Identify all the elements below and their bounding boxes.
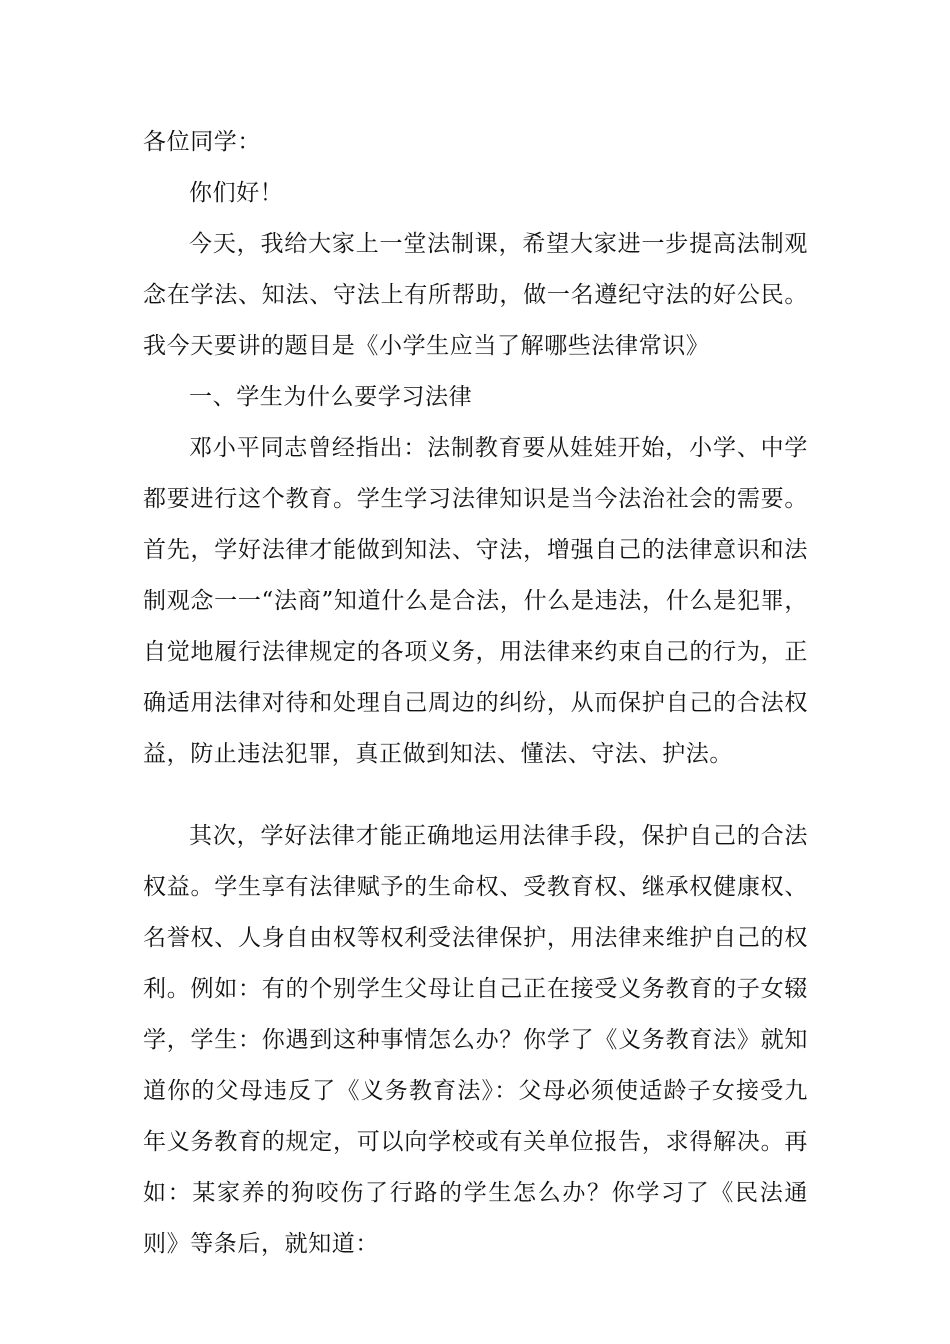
body-paragraph: 其次，学好法律才能正确地运用法律手段，保护自己的合法权益。学生享有法律赋予的生命权、受教育权、继承权健康权、名誉权、人身自由权等权利受法律保护，用法律来维护自己的权利。例如：有的个别学生父母让自己正在接受义务教育的子女辍学，学生：你遇到这种事情怎么办？你学了《义务教育法》就知道你的父母违反了《义务教育法》：父母必须使适龄子女接受九年义务教育的规定，可以向学校或有关单位报告，求得解决。再如：某家养的狗咬伤了行路的学生怎么办？你学习了《民法通则》等条后，就知道： xyxy=(143,823,808,1257)
greeting-paragraph: 你们好！ xyxy=(189,180,284,206)
intro-paragraph: 今天，我给大家上一堂法制课，希望大家进一步提高法制观念在学法、知法、守法上有所帮助，做一名遵纪守法的好公民。我今天要讲的题目是《小学生应当了解哪些法律常识》 xyxy=(143,231,808,359)
section-heading: 一、学生为什么要学习法律 xyxy=(189,384,473,410)
body-section-two xyxy=(143,811,808,1270)
salutation: 各位同学： xyxy=(143,129,261,155)
body-section-one xyxy=(143,168,808,780)
salutation-block xyxy=(143,117,808,168)
body-paragraph: 邓小平同志曾经指出：法制教育要从娃娃开始，小学、中学都要进行这个教育。学生学习法律知识是当今法治社会的需要。首先，学好法律才能做到知法、守法，增强自己的法律意识和法制观念一一“法商”知道什么是合法，什么是违法，什么是犯罪，自觉地履行法律规定的各项义务，用法律来约束自己的行为，正确适用法律对待和处理自己周边的纠纷，从而保护自己的合法权益，防止违法犯罪，真正做到知法、懂法、守法、护法。 xyxy=(143,435,808,767)
